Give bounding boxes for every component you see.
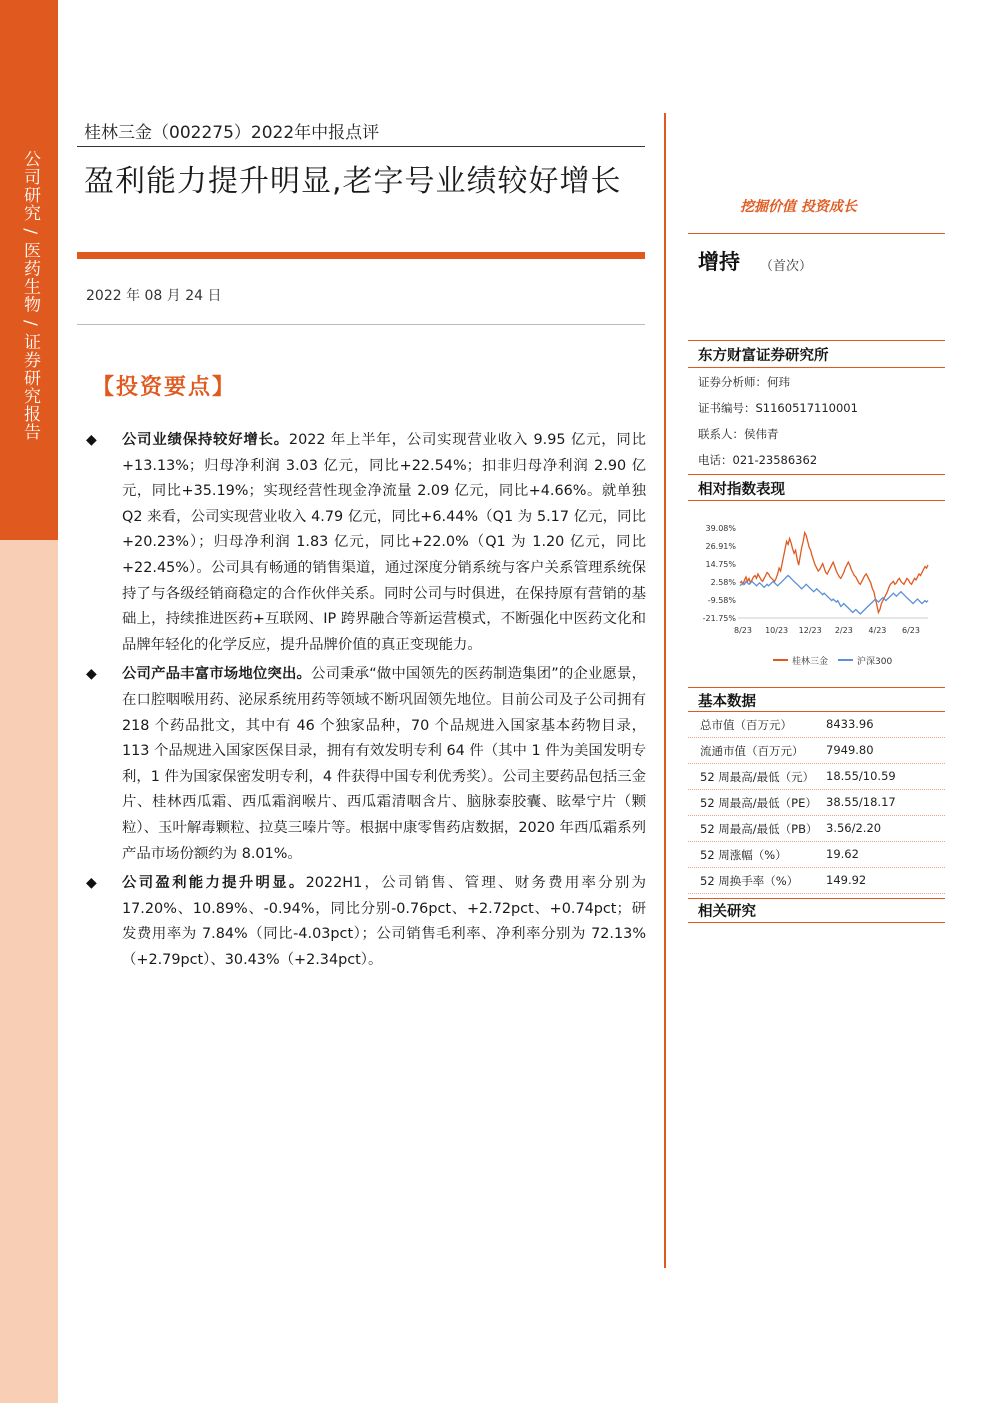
divider bbox=[688, 922, 945, 923]
side-band-lower bbox=[0, 540, 58, 1403]
rating: 增持 bbox=[698, 250, 740, 274]
y-tick-label: 14.75% bbox=[705, 560, 736, 569]
divider bbox=[688, 500, 945, 501]
y-tick-label: 26.91% bbox=[705, 542, 736, 551]
basic-data-value: 7949.80 bbox=[826, 743, 874, 757]
basic-data-row bbox=[688, 790, 945, 816]
legend-label-stock: 桂林三金 bbox=[792, 657, 829, 667]
divider bbox=[688, 474, 945, 475]
x-tick-label: 10/23 bbox=[765, 626, 789, 635]
divider bbox=[688, 687, 945, 688]
diamond-bullet-icon: ◆ bbox=[86, 432, 97, 448]
relative-index-chart bbox=[688, 510, 945, 680]
phone: 电话：021-23586362 bbox=[698, 453, 818, 467]
basic-data-value: 8433.96 bbox=[826, 717, 874, 731]
basic-data-value: 18.55/10.59 bbox=[826, 769, 896, 783]
point-text: 2022 年上半年，公司实现营业收入 9.95 亿元，同比+13.13%；归母净利润 3.03 亿元，同比+22.54%；扣非归母净利润 2.90 亿元，同比+35.19%；实现经营性现金净流量 2.09 亿元，同比+4.66%。就单独 Q2 来看，公司实现营业收入 4.79 亿元，同比+6.44%（Q1 为 5.17 亿元，同比+20.23%）；归母净利润 1.83 亿元，同比+22.0%（Q1 为 1.20 亿元，同比+22.45%）。公司具有畅通的销售渠道，通过深度分销系统与客户关系管理系统保持了与各级经销商稳定的合作伙伴关系。同时公司与时俱进，在保持原有营销的基础上，持续推进医药+互联网、IP 跨界融合等新运营模式，不断强化中医药文化和品牌年轻化的化学反应，提升品牌价值的真正变现能力。 bbox=[122, 432, 646, 653]
point-lead: 公司产品丰富市场地位突出。 bbox=[122, 666, 312, 683]
y-tick-label: 39.08% bbox=[705, 524, 736, 533]
basic-data-label: 52 周换手率（%） bbox=[700, 874, 799, 888]
rating-note: （首次） bbox=[760, 259, 813, 274]
basic-data-heading: 基本数据 bbox=[698, 694, 756, 710]
contact-person: 联系人：侯伟青 bbox=[698, 427, 779, 441]
basic-data-label: 52 周最高/最低（PE） bbox=[700, 796, 817, 810]
point-lead: 公司业绩保持较好增长。 bbox=[122, 432, 289, 448]
page-title: 盈利能力提升明显,老字号业绩较好增长 bbox=[84, 164, 622, 199]
accent-divider bbox=[77, 252, 645, 259]
analyst: 证券分析师：何玮 bbox=[698, 375, 790, 389]
invest-point bbox=[86, 662, 646, 867]
invest-point bbox=[86, 428, 646, 658]
divider bbox=[688, 367, 945, 368]
basic-data-label: 52 周涨幅（%） bbox=[700, 848, 787, 862]
divider bbox=[688, 340, 945, 341]
x-tick-label: 2/23 bbox=[834, 626, 853, 635]
invest-points bbox=[86, 428, 646, 977]
legend-label-index: 沪深300 bbox=[857, 657, 893, 667]
report-date: 2022 年 08 月 24 日 bbox=[86, 288, 222, 304]
basic-data-row bbox=[688, 868, 945, 894]
divider bbox=[688, 898, 945, 899]
chart-heading: 相对指数表现 bbox=[698, 482, 785, 498]
slogan: 挖掘价值 投资成长 bbox=[740, 199, 857, 215]
related-research-heading: 相关研究 bbox=[698, 904, 756, 920]
y-tick-label: -21.75% bbox=[702, 614, 736, 623]
point-text: 2022H1，公司销售、管理、财务费用率分别为 17.20%、10.89%、-0.94%，同比分别-0.76pct、+2.72pct、+0.74pct；研发费用率为 7.84%（同比-4.03pct）；公司销售毛利率、净利率分别为 72.13%（+2.79pct）、30.43%（+2.34pct）。 bbox=[122, 875, 646, 968]
basic-data-label: 总市值（百万元） bbox=[700, 718, 792, 732]
basic-data-row bbox=[688, 738, 945, 764]
point-text: 公司秉承“做中国领先的医药制造集团”的企业愿景，在口腔咽喉用药、泌尿系统用药等领域不断巩固领先地位。目前公司及子公司拥有 218 个药品批文，其中有 46 个独家品种，70 个品规进入国家基本药物目录，113 个品规进入国家医保目录，拥有有效发明专利 64 件（其中 1 件为美国发明专利，1 件为国家保密发明专利，4 件获得中国专利优秀奖）。公司主要药品包括三金片、桂林西瓜霜、西瓜霜润喉片、西瓜霜清咽含片、脑脉泰胶囊、眩晕宁片（颗粒）、玉叶解毒颗粒、拉莫三嗪片等。根据中康零售药店数据，2020 年西瓜霜系列产品市场份额约为 8.01%。 bbox=[122, 666, 646, 862]
basic-data-label: 52 周最高/最低（PB） bbox=[700, 822, 818, 836]
y-tick-label: -9.58% bbox=[707, 596, 736, 605]
basic-data-row bbox=[688, 712, 945, 738]
x-tick-label: 6/23 bbox=[902, 626, 920, 635]
y-tick-label: 2.58% bbox=[710, 578, 736, 587]
invest-point bbox=[86, 871, 646, 973]
basic-data-value: 3.56/2.20 bbox=[826, 821, 882, 835]
divider bbox=[688, 233, 945, 234]
basic-data-row bbox=[688, 842, 945, 868]
basic-data-label: 流通市值（百万元） bbox=[700, 744, 804, 758]
diamond-bullet-icon: ◆ bbox=[86, 666, 97, 683]
divider bbox=[77, 146, 645, 147]
report-category-label: 公司研究 / 医药生物 / 证券研究报告 bbox=[20, 150, 40, 442]
basic-data-row bbox=[688, 816, 945, 842]
divider bbox=[77, 324, 645, 325]
report-subtitle: 桂林三金（002275）2022年中报点评 bbox=[84, 123, 380, 143]
x-tick-label: 8/23 bbox=[734, 626, 752, 635]
cert-number: 证书编号：S1160517110001 bbox=[698, 401, 858, 415]
invest-heading: 【投资要点】 bbox=[92, 375, 237, 400]
basic-data-value: 38.55/18.17 bbox=[826, 795, 896, 809]
diamond-bullet-icon: ◆ bbox=[86, 875, 97, 892]
institute-name: 东方财富证券研究所 bbox=[698, 348, 829, 364]
basic-data-value: 19.62 bbox=[826, 847, 859, 861]
x-tick-label: 4/23 bbox=[868, 626, 887, 635]
basic-data-label: 52 周最高/最低（元） bbox=[700, 770, 815, 784]
x-tick-label: 12/23 bbox=[798, 626, 822, 635]
point-lead: 公司盈利能力提升明显。 bbox=[122, 875, 306, 892]
column-separator bbox=[664, 113, 666, 1268]
series-line-index bbox=[740, 576, 928, 614]
basic-data-value: 149.92 bbox=[826, 873, 867, 887]
basic-data-row bbox=[688, 764, 945, 790]
